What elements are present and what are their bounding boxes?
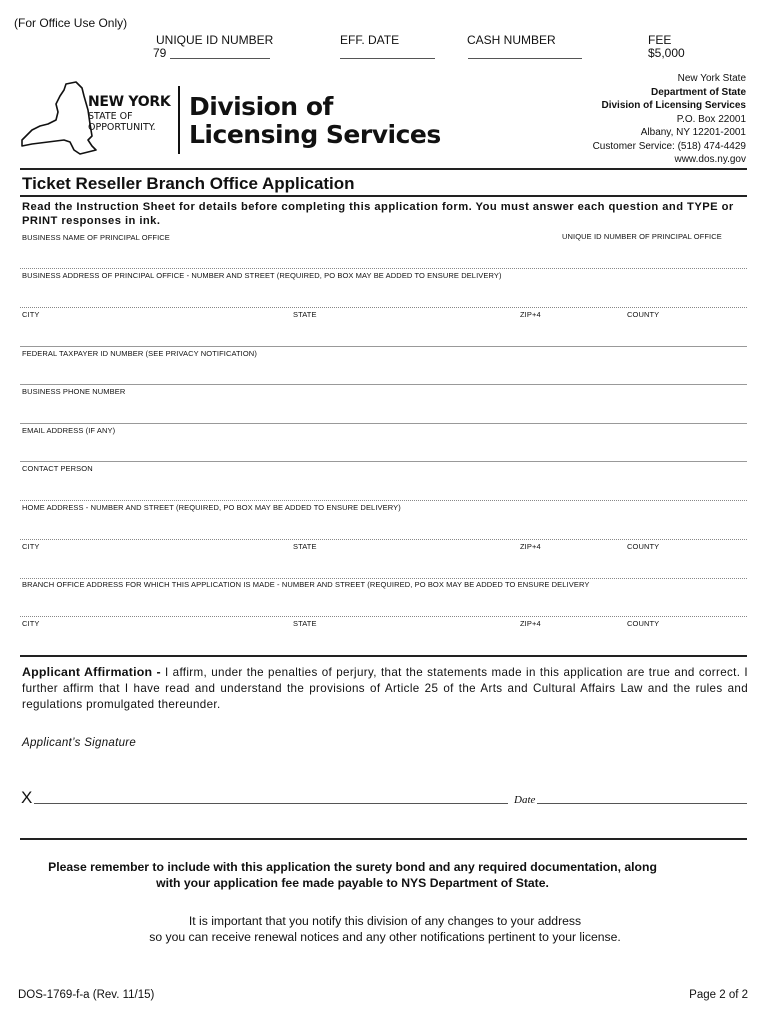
state-label-1: STATE — [293, 310, 317, 319]
city-state-zip-field-1[interactable] — [20, 346, 747, 347]
page-title: Ticket Reseller Branch Office Application — [22, 174, 355, 193]
date-label: Date — [514, 794, 536, 806]
business-name-field[interactable] — [20, 268, 747, 269]
affirmation-heading: Applicant Affirmation - — [22, 665, 161, 679]
business-address-field[interactable] — [20, 307, 747, 308]
unique-id-label: UNIQUE ID NUMBER — [156, 33, 274, 47]
reminder-line-1: Please remember to include with this application the surety bond and any required documentation, along — [48, 860, 657, 874]
address-po-box: P.O. Box 22001 — [676, 113, 746, 125]
address-web[interactable]: www.dos.ny.gov — [674, 154, 746, 165]
page-number: Page 2 of 2 — [689, 989, 748, 1001]
federal-tax-id-label: FEDERAL TAXPAYER ID NUMBER (SEE PRIVACY NOTIFICATION) — [22, 349, 257, 358]
unique-id-principal-label: UNIQUE ID NUMBER OF PRINCIPAL OFFICE — [562, 232, 722, 241]
city-label-2: CITY — [22, 542, 40, 551]
office-use-label: (For Office Use Only) — [14, 16, 128, 30]
reminder-line-2: with your application fee made payable to NYS Department of State. — [156, 876, 549, 890]
county-label-1: COUNTY — [627, 310, 660, 319]
city-label-3: CITY — [22, 619, 40, 628]
new-york-state-map-icon — [18, 80, 98, 158]
home-address-field[interactable] — [20, 539, 747, 540]
address-city: Albany, NY 12201-2001 — [640, 127, 746, 138]
state-label-2: STATE — [293, 542, 317, 551]
address-dept: Department of State — [650, 86, 746, 98]
branch-address-label: BRANCH OFFICE ADDRESS FOR WHICH THIS APPLICATION IS MADE - NUMBER AND STREET (REQUIRED, PO BOX MAY BE ADDED TO ENSURE DELIVERY — [22, 580, 590, 589]
federal-tax-id-field[interactable] — [20, 384, 747, 385]
affirmation-text: I affirm, under the penalties of perjury, that the statements made in this application are true and correct. I further affirm that I have read and understand the provisions of Article 25 of the Arts and Cultural Affairs Law and the rules and regulations promulgated thereunder. — [22, 666, 748, 711]
signature-label: Applicant’s Signature — [22, 737, 137, 749]
logo-state-of: STATE OF — [88, 111, 133, 122]
eff-date-field[interactable] — [340, 58, 435, 59]
signature-x-mark: X — [21, 788, 33, 807]
signature-bottom-rule — [20, 838, 747, 840]
title-bottom-rule — [20, 195, 747, 197]
affirmation-paragraph — [22, 664, 748, 713]
date-field[interactable] — [537, 803, 747, 804]
city-state-zip-field-2[interactable] — [20, 578, 747, 579]
home-address-label: HOME ADDRESS - NUMBER AND STREET (REQUIRED, PO BOX MAY BE ADDED TO ENSURE DELIVERY) — [22, 503, 401, 512]
fee-label: FEE — [648, 33, 672, 47]
logo-new-york: NEW YORK — [88, 94, 171, 110]
logo-divider — [178, 86, 180, 154]
business-address-label: BUSINESS ADDRESS OF PRINCIPAL OFFICE - NUMBER AND STREET (REQUIRED, PO BOX MAY BE ADDED TO ENSURE DELIVERY) — [22, 271, 502, 280]
division-logo-line2: Licensing Services — [189, 120, 441, 149]
business-phone-label: BUSINESS PHONE NUMBER — [22, 387, 126, 396]
logo-opportunity: OPPORTUNITY. — [88, 122, 156, 133]
city-state-zip-field-3[interactable] — [20, 655, 747, 657]
zip-label-3: ZIP+4 — [520, 619, 541, 628]
notice-line-2: so you can receive renewal notices and any other notifications pertinent to your license. — [149, 930, 621, 944]
business-name-label: BUSINESS NAME OF PRINCIPAL OFFICE — [22, 233, 170, 242]
zip-label-1: ZIP+4 — [520, 310, 541, 319]
address-division: Division of Licensing Services — [601, 100, 746, 111]
business-phone-field[interactable] — [20, 423, 747, 424]
contact-person-field[interactable] — [20, 500, 747, 501]
unique-id-prefix: 79 — [153, 46, 167, 60]
division-logo-line1: Division of — [189, 92, 333, 121]
title-top-rule — [20, 168, 747, 170]
notice-line-1: It is important that you notify this division of any changes to your address — [188, 914, 582, 928]
email-field[interactable] — [20, 461, 747, 462]
form-id: DOS-1769-f-a (Rev. 11/15) — [18, 989, 155, 1001]
county-label-3: COUNTY — [627, 619, 660, 628]
zip-label-2: ZIP+4 — [520, 542, 541, 551]
signature-field[interactable] — [34, 803, 508, 804]
cash-number-field[interactable] — [468, 58, 582, 59]
county-label-2: COUNTY — [627, 542, 660, 551]
address-phone: Customer Service: (518) 474-4429 — [592, 140, 746, 152]
state-label-3: STATE — [293, 619, 317, 628]
fee-value: $5,000 — [648, 46, 685, 60]
contact-person-label: CONTACT PERSON — [22, 464, 93, 473]
eff-date-label: EFF. DATE — [340, 33, 400, 47]
email-label: EMAIL ADDRESS (IF ANY) — [22, 426, 116, 435]
agency-address — [446, 72, 746, 167]
city-label-1: CITY — [22, 310, 40, 319]
unique-id-field[interactable] — [170, 58, 270, 59]
cash-number-label: CASH NUMBER — [467, 33, 556, 47]
branch-address-field[interactable] — [20, 616, 747, 617]
address-state: New York State — [677, 73, 746, 84]
instructions: Read the Instruction Sheet for details before completing this application form. You must answer each question and TYPE or PRINT responses in ink. — [22, 201, 734, 227]
